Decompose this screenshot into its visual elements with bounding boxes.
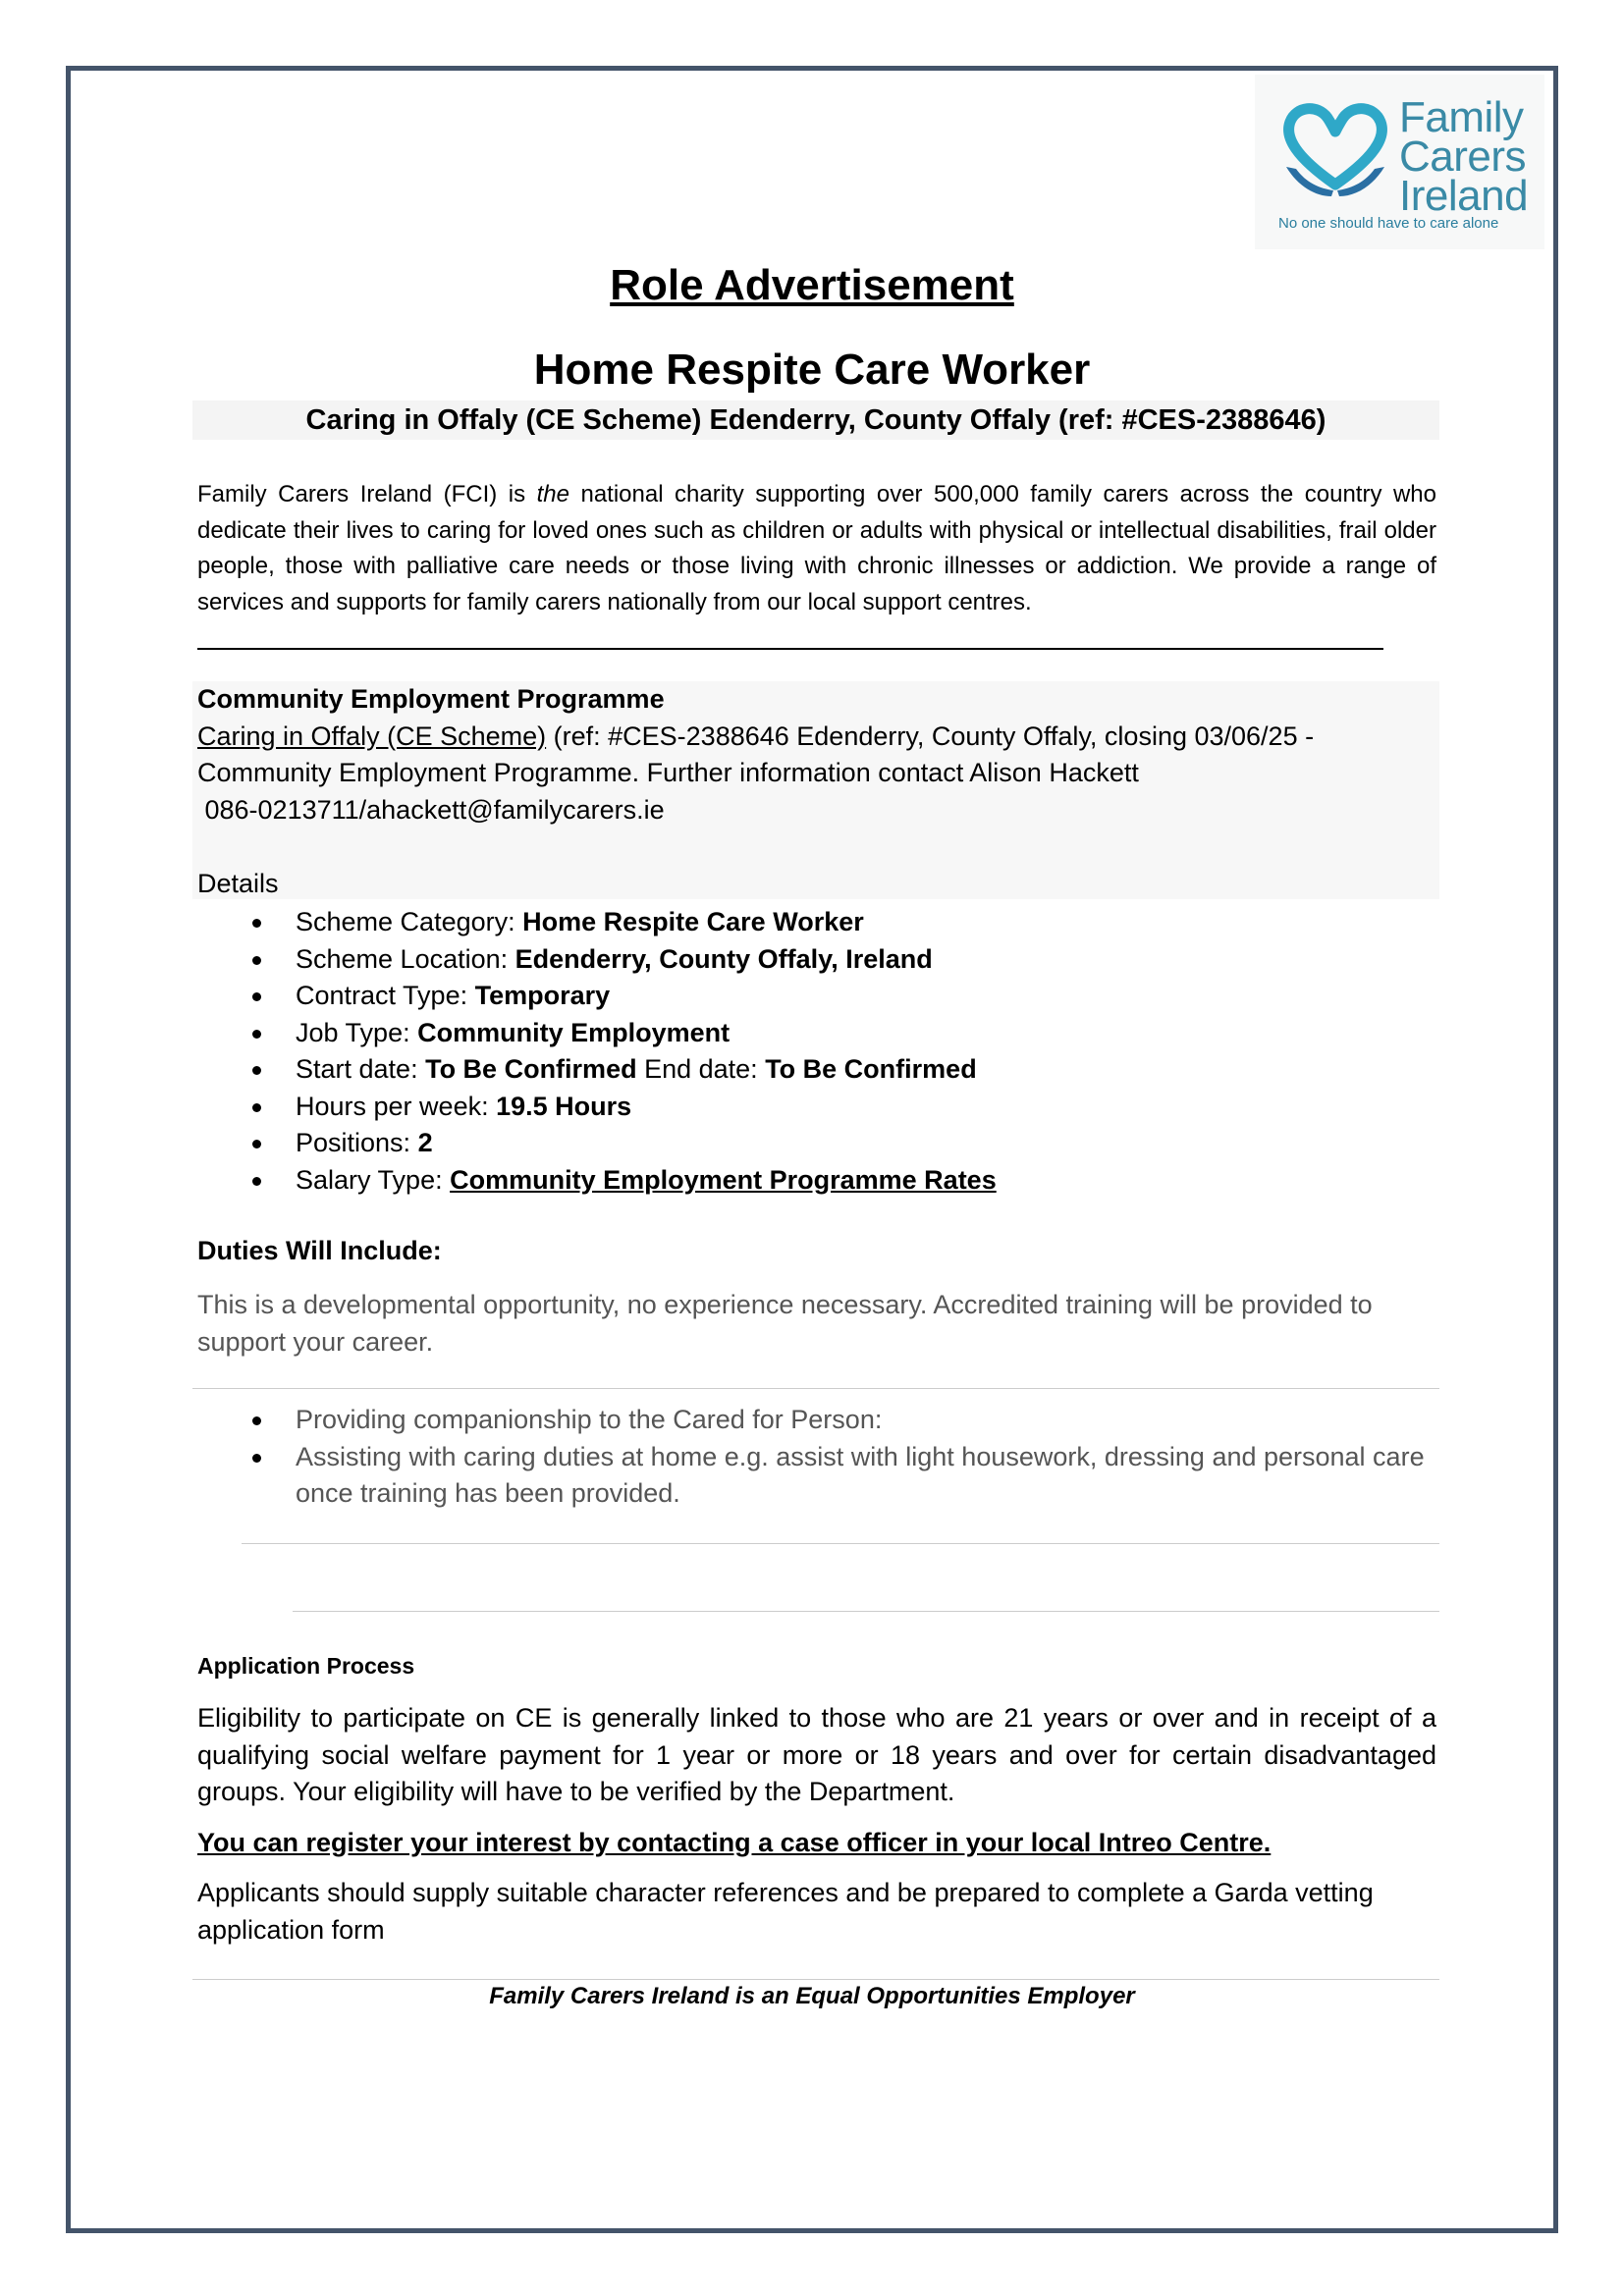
details-list	[197, 904, 1436, 1199]
divider	[192, 1388, 1439, 1389]
list-item: Scheme Location: Edenderry, County Offaly, Ireland	[197, 941, 1436, 979]
logo-word-family: Family	[1399, 93, 1524, 141]
logo-tagline: No one should have to care alone	[1278, 215, 1499, 232]
ce-section	[197, 681, 1436, 828]
ce-scheme-link[interactable]: Caring in Offaly (CE Scheme)	[197, 721, 547, 751]
separator-line	[197, 648, 1383, 650]
application-heading: Application Process	[197, 1653, 415, 1679]
register-interest-text: You can register your interest by contacting a case officer in your local Intreo Centre.	[197, 1828, 1272, 1857]
salary-rates-link[interactable]: Community Employment Programme Rates	[450, 1164, 997, 1195]
job-subtitle: Caring in Offaly (CE Scheme) Edenderry, County Offaly (ref: #CES-2388646)	[192, 400, 1439, 440]
divider	[293, 1611, 1439, 1612]
duties-list	[197, 1402, 1436, 1513]
ce-text: Caring in Offaly (CE Scheme) (ref: #CES-2388646 Edenderry, County Offaly, closing 03/06/25 - Community Employment Programme. Further information contact Alison Hackett	[197, 721, 1315, 787]
divider	[242, 1543, 1439, 1544]
list-item: Positions: 2	[197, 1125, 1436, 1162]
list-item: Assisting with caring duties at home e.g. assist with light housework, dressing and personal care once training has been provided.	[197, 1439, 1436, 1513]
logo-wordmark	[1399, 93, 1529, 220]
intro-paragraph: Family Carers Ireland (FCI) is the national charity supporting over 500,000 family carers across the country who dedicate their lives to caring for loved ones such as children or adults with physical or intellectual disabilities, frail older people, those with palliative care needs or those living with chronic illnesses or addiction. We provide a range of services and supports for family carers nationally from our local support centres.	[197, 481, 1436, 615]
duties-intro: This is a developmental opportunity, no experience necessary. Accredited training will be provided to support your career.	[197, 1290, 1373, 1357]
details-heading: Details	[197, 869, 279, 898]
equal-opportunities-footer: Family Carers Ireland is an Equal Opportunities Employer	[489, 1983, 1135, 2009]
divider	[192, 1979, 1439, 1980]
list-item: Start date: To Be Confirmed End date: To Be Confirmed	[197, 1051, 1436, 1089]
list-item: Contract Type: Temporary	[197, 978, 1436, 1015]
list-item: Hours per week: 19.5 Hours	[197, 1089, 1436, 1126]
logo-word-ireland: Ireland	[1399, 172, 1529, 220]
references-paragraph: Applicants should supply suitable character references and be prepared to complete a Garda vetting application form	[197, 1878, 1374, 1945]
list-item: Scheme Category: Home Respite Care Worker	[197, 904, 1436, 941]
family-carers-ireland-logo	[1255, 75, 1544, 249]
job-title: Home Respite Care Worker	[533, 346, 1091, 394]
duties-heading: Duties Will Include:	[197, 1236, 442, 1265]
ce-heading: Community Employment Programme	[197, 684, 665, 714]
ce-contact: 086-0213711/ahackett@familycarers.ie	[197, 794, 665, 825]
heart-hands-icon	[1276, 98, 1394, 201]
list-item: Salary Type: Community Employment Programme Rates	[197, 1162, 1436, 1200]
logo-word-carers: Carers	[1399, 133, 1527, 181]
list-item: Job Type: Community Employment	[197, 1015, 1436, 1052]
role-advertisement-heading: Role Advertisement	[610, 261, 1014, 309]
eligibility-paragraph: Eligibility to participate on CE is generally linked to those who are 21 years or over and in receipt of a qualifying social welfare payment for 1 year or more or 18 years and over for certain disadvantaged groups. Your eligibility will have to be verified by the Department.	[197, 1703, 1436, 1806]
list-item: Providing companionship to the Cared for Person:	[197, 1402, 1436, 1439]
